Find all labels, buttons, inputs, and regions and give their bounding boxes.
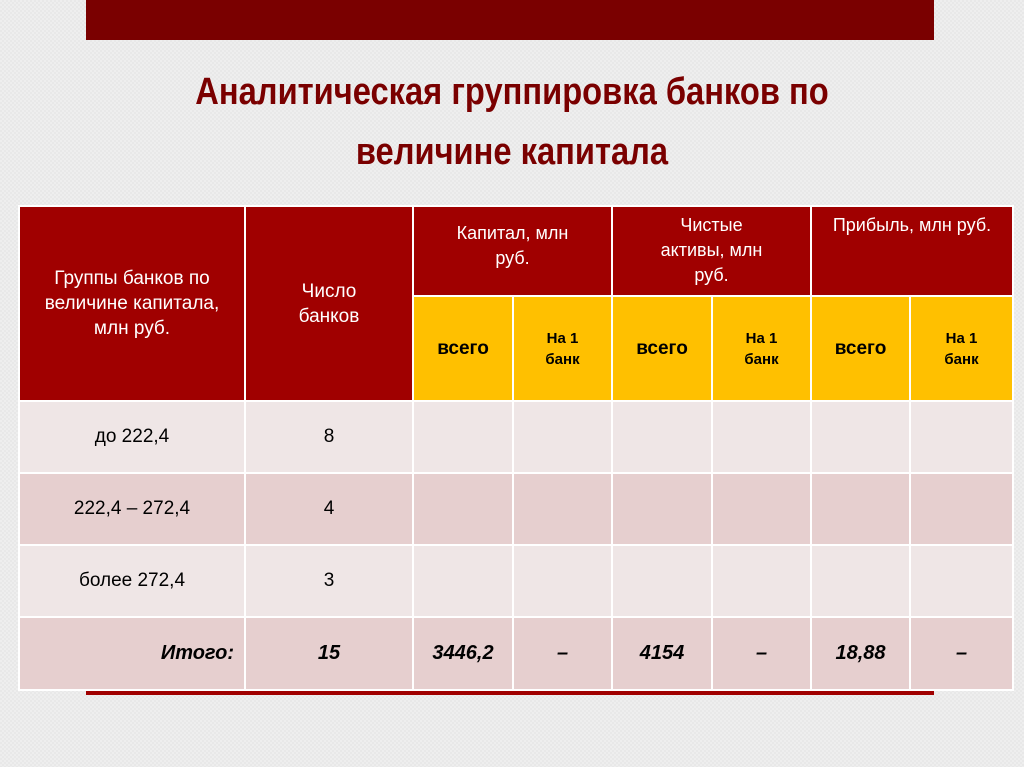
- subheader-assets-per-bank: На 1 банк: [712, 296, 811, 401]
- total-net-assets-per-bank: –: [712, 617, 811, 690]
- header-profit: Прибыль, млн руб.: [811, 206, 1013, 296]
- empty-cell: [612, 401, 712, 473]
- row-group-label: более 272,4: [19, 545, 245, 617]
- row-group-label: 222,4 – 272,4: [19, 473, 245, 545]
- total-capital-per-bank: –: [513, 617, 612, 690]
- empty-cell: [712, 401, 811, 473]
- empty-cell: [413, 473, 513, 545]
- empty-cell: [910, 545, 1013, 617]
- subheader-capital-per-bank: На 1 банк: [513, 296, 612, 401]
- slide-title: [72, 62, 953, 182]
- empty-cell: [811, 545, 910, 617]
- total-label: Итого:: [19, 617, 245, 690]
- total-bank-count: 15: [245, 617, 413, 690]
- table-row: [19, 401, 1013, 473]
- empty-cell: [910, 473, 1013, 545]
- title-line-1: Аналитическая группировка банков по: [195, 71, 829, 113]
- empty-cell: [413, 401, 513, 473]
- subheader-profit-per-bank: На 1 банк: [910, 296, 1013, 401]
- total-profit: 18,88: [811, 617, 910, 690]
- table-row: [19, 545, 1013, 617]
- header-groups: Группы банков по величине капитала, млн руб.: [19, 206, 245, 401]
- empty-cell: [811, 401, 910, 473]
- subheader-assets-total: всего: [612, 296, 712, 401]
- empty-cell: [712, 473, 811, 545]
- row-bank-count: 3: [245, 545, 413, 617]
- total-net-assets: 4154: [612, 617, 712, 690]
- table-row: [19, 473, 1013, 545]
- total-row: [19, 617, 1013, 690]
- total-capital: 3446,2: [413, 617, 513, 690]
- subheader-capital-total: всего: [413, 296, 513, 401]
- empty-cell: [413, 545, 513, 617]
- top-decoration-bar: [86, 0, 934, 40]
- empty-cell: [811, 473, 910, 545]
- row-group-label: до 222,4: [19, 401, 245, 473]
- header-count: Число банков: [245, 206, 413, 401]
- bottom-decoration-line: [86, 691, 934, 695]
- bank-grouping-table: [18, 205, 1014, 691]
- subheader-profit-total: всего: [811, 296, 910, 401]
- empty-cell: [612, 473, 712, 545]
- title-line-2: величине капитала: [355, 131, 669, 173]
- empty-cell: [513, 401, 612, 473]
- empty-cell: [513, 473, 612, 545]
- header-capital: Капитал, млн руб.: [413, 206, 612, 296]
- total-profit-per-bank: –: [910, 617, 1013, 690]
- empty-cell: [513, 545, 612, 617]
- row-bank-count: 8: [245, 401, 413, 473]
- empty-cell: [712, 545, 811, 617]
- empty-cell: [910, 401, 1013, 473]
- row-bank-count: 4: [245, 473, 413, 545]
- header-net-assets: Чистые активы, млн руб.: [612, 206, 811, 296]
- empty-cell: [612, 545, 712, 617]
